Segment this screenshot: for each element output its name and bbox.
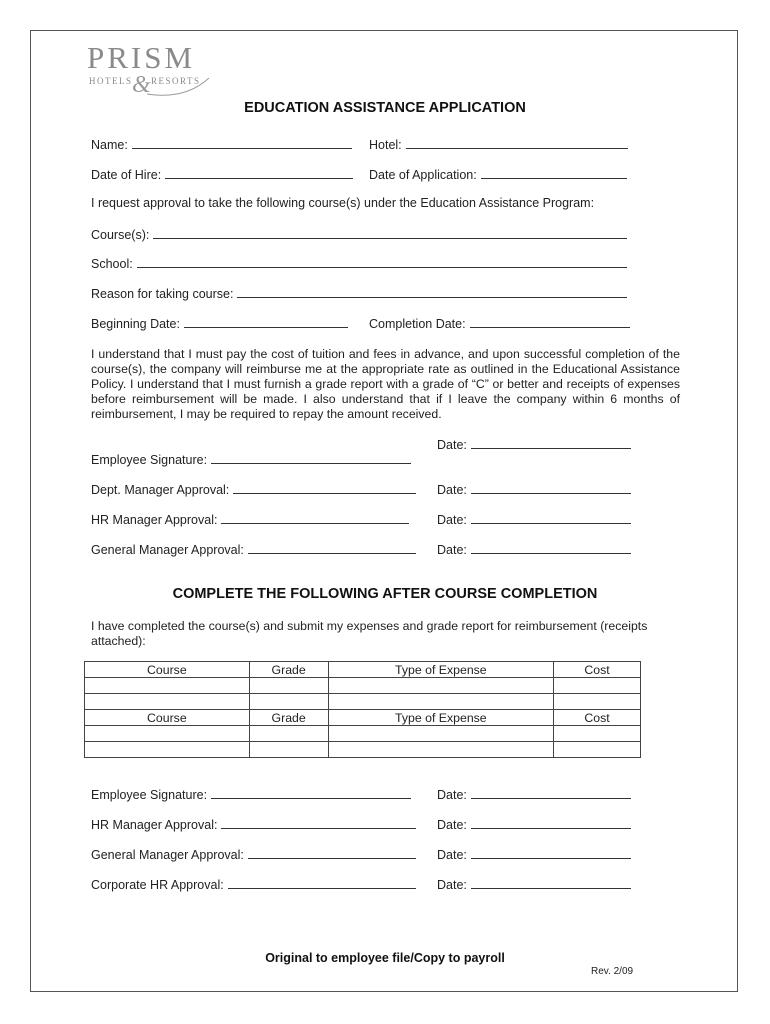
date-label: Date:: [437, 788, 467, 802]
completion-date-field[interactable]: [369, 315, 630, 331]
hotel-line[interactable]: [406, 136, 628, 149]
table-cell[interactable]: [85, 742, 250, 758]
employee-signature-label: Employee Signature:: [91, 788, 208, 802]
dept-manager-date-field[interactable]: [437, 481, 631, 497]
general-manager-date-field-2[interactable]: [437, 846, 631, 862]
table-cell[interactable]: [328, 726, 554, 742]
date-line[interactable]: [471, 511, 631, 524]
completion-paragraph: I have completed the course(s) and submit my expenses and grade report for reimbursement (receipts attached):: [91, 619, 648, 648]
general-manager-date-field[interactable]: [437, 541, 631, 557]
logo-ampersand: &: [132, 72, 151, 98]
request-text: I request approval to take the following course(s) under the Education Assistance Program:: [91, 196, 595, 210]
header-cost: Cost: [554, 662, 641, 678]
reason-field[interactable]: [91, 285, 627, 301]
header-grade: Grade: [249, 710, 328, 726]
prism-logo: [85, 38, 215, 100]
employee-signature-label: Employee Signature:: [91, 453, 208, 467]
date-of-application-line[interactable]: [481, 166, 627, 179]
school-field[interactable]: [91, 255, 627, 271]
beginning-date-line[interactable]: [184, 315, 348, 328]
date-line[interactable]: [471, 786, 631, 799]
completion-date-label: Completion Date:: [369, 317, 466, 331]
general-manager-label: General Manager Approval:: [91, 543, 244, 557]
date-line[interactable]: [471, 541, 631, 554]
form-title: EDUCATION ASSISTANCE APPLICATION: [244, 100, 526, 116]
hr-manager-label: HR Manager Approval:: [91, 818, 218, 832]
logo-sub-left: HOTELS: [89, 76, 133, 86]
employee-signature-date-field-2[interactable]: [437, 786, 631, 802]
date-of-hire-line[interactable]: [165, 166, 353, 179]
beginning-date-field[interactable]: [91, 315, 348, 331]
hotel-field[interactable]: [369, 136, 628, 152]
hr-manager-date-field[interactable]: [437, 511, 631, 527]
table-row[interactable]: [85, 694, 641, 710]
table-cell[interactable]: [85, 726, 250, 742]
corporate-hr-date-field[interactable]: [437, 876, 631, 892]
general-manager-field-2[interactable]: [91, 846, 416, 862]
date-label: Date:: [437, 818, 467, 832]
table-cell[interactable]: [249, 694, 328, 710]
table-header-row: [85, 710, 641, 726]
table-header-row: [85, 662, 641, 678]
date-label: Date:: [437, 513, 467, 527]
date-line[interactable]: [471, 846, 631, 859]
courses-line[interactable]: [153, 226, 627, 239]
section2-title: COMPLETE THE FOLLOWING AFTER COURSE COMPLETION: [172, 586, 598, 602]
table-row[interactable]: [85, 742, 641, 758]
table-cell[interactable]: [554, 742, 641, 758]
name-label: Name:: [91, 138, 128, 152]
header-cost: Cost: [554, 710, 641, 726]
date-label: Date:: [437, 543, 467, 557]
date-line[interactable]: [471, 876, 631, 889]
header-type-of-expense: Type of Expense: [328, 662, 554, 678]
revision-label: Rev. 2/09: [591, 966, 634, 977]
employee-signature-field[interactable]: [91, 451, 411, 467]
table-cell[interactable]: [328, 694, 554, 710]
table-cell[interactable]: [85, 694, 250, 710]
header-type-of-expense: Type of Expense: [328, 710, 554, 726]
table-row[interactable]: [85, 678, 641, 694]
courses-label: Course(s):: [91, 228, 150, 242]
dept-manager-field[interactable]: [91, 481, 416, 497]
table-row[interactable]: [85, 726, 641, 742]
courses-field[interactable]: [91, 226, 627, 242]
date-label: Date:: [437, 878, 467, 892]
date-of-hire-field[interactable]: [91, 166, 353, 182]
name-line[interactable]: [132, 136, 352, 149]
general-manager-line[interactable]: [248, 846, 416, 859]
header-course: Course: [85, 662, 250, 678]
reason-line[interactable]: [237, 285, 627, 298]
table-cell[interactable]: [85, 678, 250, 694]
table-cell[interactable]: [554, 694, 641, 710]
employee-signature-line[interactable]: [211, 786, 411, 799]
employee-signature-date-field[interactable]: [437, 436, 631, 452]
corporate-hr-field[interactable]: [91, 876, 416, 892]
table-cell[interactable]: [328, 678, 554, 694]
date-of-application-label: Date of Application:: [369, 168, 477, 182]
dept-manager-label: Dept. Manager Approval:: [91, 483, 230, 497]
general-manager-line[interactable]: [248, 541, 416, 554]
hr-manager-line[interactable]: [221, 816, 416, 829]
agreement-paragraph: I understand that I must pay the cost of tuition and fees in advance, and upon successful completion of the course(s), the company will reimburse me at the appropriate rate as outlined in the Educational Assistance Policy. I understand that I must furnish a grade report with a grade of “C” or better and receipts of expenses before reimbursement will be made. I also understand that if I leave the company within 6 months of reimbursement, I may be required to repay the amount received.: [91, 347, 680, 421]
table-cell[interactable]: [554, 678, 641, 694]
date-label: Date:: [437, 438, 467, 452]
logo-brand: PRISM: [87, 40, 196, 75]
date-line[interactable]: [471, 816, 631, 829]
hr-manager-label: HR Manager Approval:: [91, 513, 218, 527]
dept-manager-line[interactable]: [233, 481, 416, 494]
table-cell[interactable]: [554, 726, 641, 742]
corporate-hr-label: Corporate HR Approval:: [91, 878, 224, 892]
school-line[interactable]: [137, 255, 627, 268]
name-field[interactable]: [91, 136, 352, 152]
hr-manager-line[interactable]: [221, 511, 409, 524]
employee-signature-field-2[interactable]: [91, 786, 411, 802]
hotel-label: Hotel:: [369, 138, 402, 152]
table-cell[interactable]: [249, 726, 328, 742]
school-label: School:: [91, 257, 133, 271]
general-manager-label: General Manager Approval:: [91, 848, 244, 862]
header-grade: Grade: [249, 662, 328, 678]
logo-sub-right: RESORTS: [151, 76, 201, 86]
date-line[interactable]: [471, 436, 631, 449]
date-line[interactable]: [471, 481, 631, 494]
hr-manager-date-field-2[interactable]: [437, 816, 631, 832]
employee-signature-line[interactable]: [211, 451, 411, 464]
reason-label: Reason for taking course:: [91, 287, 234, 301]
completion-date-line[interactable]: [470, 315, 630, 328]
table-cell[interactable]: [328, 742, 554, 758]
beginning-date-label: Beginning Date:: [91, 317, 180, 331]
date-of-application-field[interactable]: [369, 166, 627, 182]
header-course: Course: [85, 710, 250, 726]
date-of-hire-label: Date of Hire:: [91, 168, 162, 182]
corporate-hr-line[interactable]: [228, 876, 416, 889]
hr-manager-field[interactable]: [91, 511, 409, 527]
date-label: Date:: [437, 848, 467, 862]
hr-manager-field-2[interactable]: [91, 816, 416, 832]
expense-table: [84, 661, 641, 758]
date-label: Date:: [437, 483, 467, 497]
table-cell[interactable]: [249, 678, 328, 694]
table-cell[interactable]: [249, 742, 328, 758]
footer-note: Original to employee file/Copy to payroll: [265, 951, 505, 965]
general-manager-field[interactable]: [91, 541, 416, 557]
